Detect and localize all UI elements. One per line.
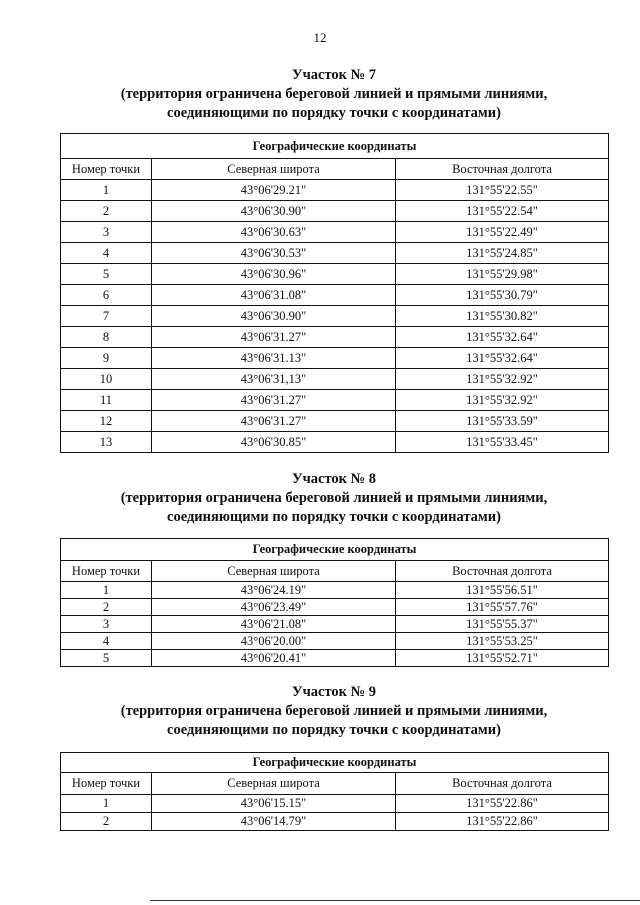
section-subtitle-line1: (территория ограничена береговой линией и прямыми линиями, [120, 703, 548, 719]
point-number-cell: 8 [61, 327, 152, 348]
north-latitude-header: Северная широта [152, 561, 396, 582]
north-latitude-cell: 43°06'29.21" [152, 180, 396, 201]
east-longitude-cell: 131°55'22.49" [396, 222, 609, 243]
table-row [61, 432, 609, 453]
page-number: 12 [313, 30, 327, 45]
north-latitude-cell: 43°06'14.79" [152, 813, 396, 831]
point-number-cell: 2 [61, 201, 152, 222]
table-row [61, 582, 609, 599]
point-number-cell: 2 [61, 599, 152, 616]
table-row [61, 390, 609, 411]
point-number-cell: 1 [61, 582, 152, 599]
group-header-row [61, 134, 609, 159]
east-longitude-cell: 131°55'30.79" [396, 285, 609, 306]
point-number-cell: 4 [61, 633, 152, 650]
east-longitude-cell: 131°55'32.64" [396, 348, 609, 369]
table-row [61, 369, 609, 390]
group-header-row [61, 753, 609, 773]
section-9-heading [60, 683, 608, 740]
north-latitude-cell: 43°06'31.27" [152, 390, 396, 411]
north-latitude-cell: 43°06'30.85" [152, 432, 396, 453]
north-latitude-cell: 43°06'20.00" [152, 633, 396, 650]
east-longitude-header: Восточная долгота [396, 773, 609, 795]
table-row [61, 264, 609, 285]
point-number-cell: 6 [61, 285, 152, 306]
section-subtitle-line2: соединяющими по порядку точки с координатами) [167, 509, 501, 525]
north-latitude-cell: 43°06'30.90" [152, 306, 396, 327]
east-longitude-cell: 131°55'32.92" [396, 369, 609, 390]
section-title: Участок № 9 [291, 684, 377, 700]
east-longitude-cell: 131°55'22.86" [396, 795, 609, 813]
section-title: Участок № 8 [291, 471, 377, 487]
section-subtitle-line1: (территория ограничена береговой линией и прямыми линиями, [120, 490, 548, 506]
table-row [61, 633, 609, 650]
section-8-heading [60, 470, 608, 527]
north-latitude-cell: 43°06'31.08" [152, 285, 396, 306]
point-number-cell: 4 [61, 243, 152, 264]
table-row [61, 411, 609, 432]
coordinates-table-8 [60, 538, 609, 667]
table-row [61, 348, 609, 369]
north-latitude-cell: 43°06'30.90" [152, 201, 396, 222]
table-row [61, 616, 609, 633]
north-latitude-header: Северная широта [152, 159, 396, 180]
point-number-cell: 1 [61, 180, 152, 201]
table-row [61, 243, 609, 264]
table-row [61, 795, 609, 813]
point-number-cell: 13 [61, 432, 152, 453]
east-longitude-cell: 131°55'33.45" [396, 432, 609, 453]
point-number-header: Номер точки [61, 159, 152, 180]
table-row [61, 180, 609, 201]
north-latitude-header: Северная широта [152, 773, 396, 795]
north-latitude-cell: 43°06'30.63" [152, 222, 396, 243]
section-subtitle-line2: соединяющими по порядку точки с координатами) [167, 105, 501, 121]
column-header-row [61, 159, 609, 180]
point-number-cell: 3 [61, 616, 152, 633]
coordinates-table-7 [60, 133, 609, 453]
north-latitude-cell: 43°06'24.19" [152, 582, 396, 599]
north-latitude-cell: 43°06'31.13" [152, 348, 396, 369]
point-number-cell: 5 [61, 650, 152, 667]
point-number-header: Номер точки [61, 773, 152, 795]
table-row [61, 650, 609, 667]
column-header-row [61, 773, 609, 795]
table-row [61, 813, 609, 831]
east-longitude-cell: 131°55'32.64" [396, 327, 609, 348]
group-header: Географические координаты [61, 753, 609, 773]
east-longitude-cell: 131°55'57.76" [396, 599, 609, 616]
group-header: Географические координаты [61, 134, 609, 159]
east-longitude-header: Восточная долгота [396, 561, 609, 582]
point-number-cell: 2 [61, 813, 152, 831]
east-longitude-cell: 131°55'56.51" [396, 582, 609, 599]
column-header-row [61, 561, 609, 582]
section-subtitle-line1: (территория ограничена береговой линией и прямыми линиями, [120, 86, 548, 102]
point-number-cell: 9 [61, 348, 152, 369]
north-latitude-cell: 43°06'30.96" [152, 264, 396, 285]
east-longitude-cell: 131°55'22.86" [396, 813, 609, 831]
east-longitude-header: Восточная долгота [396, 159, 609, 180]
north-latitude-cell: 43°06'31,13" [152, 369, 396, 390]
table-row [61, 306, 609, 327]
east-longitude-cell: 131°55'55.37" [396, 616, 609, 633]
point-number-cell: 12 [61, 411, 152, 432]
north-latitude-cell: 43°06'21.08" [152, 616, 396, 633]
page-edge-line [150, 900, 640, 901]
point-number-cell: 5 [61, 264, 152, 285]
east-longitude-cell: 131°55'30.82" [396, 306, 609, 327]
east-longitude-cell: 131°55'24.85" [396, 243, 609, 264]
point-number-cell: 3 [61, 222, 152, 243]
point-number-cell: 11 [61, 390, 152, 411]
section-title: Участок № 7 [291, 67, 377, 83]
north-latitude-cell: 43°06'23.49" [152, 599, 396, 616]
point-number-cell: 7 [61, 306, 152, 327]
east-longitude-cell: 131°55'33.59" [396, 411, 609, 432]
section-7-heading [60, 66, 608, 123]
north-latitude-cell: 43°06'30.53" [152, 243, 396, 264]
east-longitude-cell: 131°55'52.71" [396, 650, 609, 667]
north-latitude-cell: 43°06'31.27" [152, 327, 396, 348]
group-header: Географические координаты [61, 539, 609, 561]
east-longitude-cell: 131°55'29.98" [396, 264, 609, 285]
north-latitude-cell: 43°06'31.27" [152, 411, 396, 432]
point-number-cell: 10 [61, 369, 152, 390]
east-longitude-cell: 131°55'53.25" [396, 633, 609, 650]
table-row [61, 599, 609, 616]
section-subtitle-line2: соединяющими по порядку точки с координатами) [167, 722, 501, 738]
east-longitude-cell: 131°55'32.92" [396, 390, 609, 411]
north-latitude-cell: 43°06'15.15" [152, 795, 396, 813]
table-row [61, 327, 609, 348]
table-row [61, 285, 609, 306]
group-header-row [61, 539, 609, 561]
table-row [61, 201, 609, 222]
east-longitude-cell: 131°55'22.54" [396, 201, 609, 222]
east-longitude-cell: 131°55'22.55" [396, 180, 609, 201]
north-latitude-cell: 43°06'20.41" [152, 650, 396, 667]
table-row [61, 222, 609, 243]
point-number-header: Номер точки [61, 561, 152, 582]
coordinates-table-9 [60, 752, 609, 831]
point-number-cell: 1 [61, 795, 152, 813]
